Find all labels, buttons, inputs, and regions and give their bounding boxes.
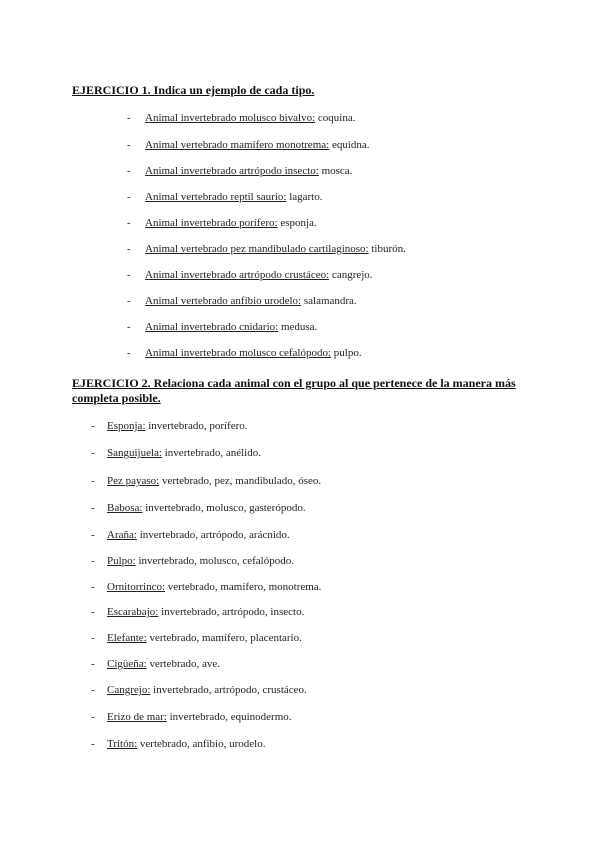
- list-item: - Cangrejo: invertebrado, artrópodo, crustáceo.: [91, 684, 307, 696]
- list-item: - Animal vertebrado reptil saurio: lagarto.: [127, 191, 323, 203]
- list-item: - Animal vertebrado pez mandibulado cartilaginoso: tiburón.: [127, 243, 406, 255]
- list-item: - Pulpo: invertebrado, molusco, cefalópodo.: [91, 555, 294, 567]
- list-item: - Animal vertebrado anfibio urodelo: salamandra.: [127, 295, 357, 307]
- list-item: - Esponja: invertebrado, porífero.: [91, 420, 248, 432]
- list-item: - Erizo de mar: invertebrado, equinodermo.: [91, 711, 292, 723]
- list-item: - Araña: invertebrado, artrópodo, arácnido.: [91, 529, 290, 541]
- exercise-2-title: [72, 376, 542, 406]
- exercise-2-title-line-1: EJERCICIO 2. Relaciona cada animal con el grupo al que pertenece de la manera más: [72, 376, 516, 390]
- list-item: - Animal invertebrado artrópodo insecto: mosca.: [127, 165, 353, 177]
- list-item: - Animal invertebrado artrópodo crustáceo: cangrejo.: [127, 269, 373, 281]
- exercise-2-title-line-2: completa posible.: [72, 391, 161, 405]
- list-item: - Cigüeña: vertebrado, ave.: [91, 658, 221, 670]
- list-item: - Elefante: vertebrado, mamífero, placentario.: [91, 632, 302, 644]
- list-item: - Escarabajo: invertebrado, artrópodo, insecto.: [91, 606, 305, 618]
- list-item: - Tritón: vertebrado, anfibio, urodelo.: [91, 738, 266, 750]
- exercise-1-title: EJERCICIO 1. Indica un ejemplo de cada tipo.: [72, 83, 315, 97]
- list-item: - Pez payaso: vertebrado, pez, mandibulado, óseo.: [91, 475, 322, 487]
- list-item: - Animal invertebrado cnidario: medusa.: [127, 321, 318, 333]
- list-item: - Animal invertebrado molusco bivalvo: coquina.: [127, 112, 356, 124]
- list-item: - Animal invertebrado porífero: esponja.: [127, 217, 317, 229]
- list-item: - Animal invertebrado molusco cefalópodo: pulpo.: [127, 347, 362, 359]
- list-item: - Sanguijuela: invertebrado, anélido.: [91, 447, 261, 459]
- list-item: - Animal vertebrado mamífero monotrema: equidna.: [127, 139, 370, 151]
- list-item: - Babosa: invertebrado, molusco, gasterópodo.: [91, 502, 306, 514]
- list-item: - Ornitorrinco: vertebrado, mamífero, monotrema.: [91, 581, 322, 593]
